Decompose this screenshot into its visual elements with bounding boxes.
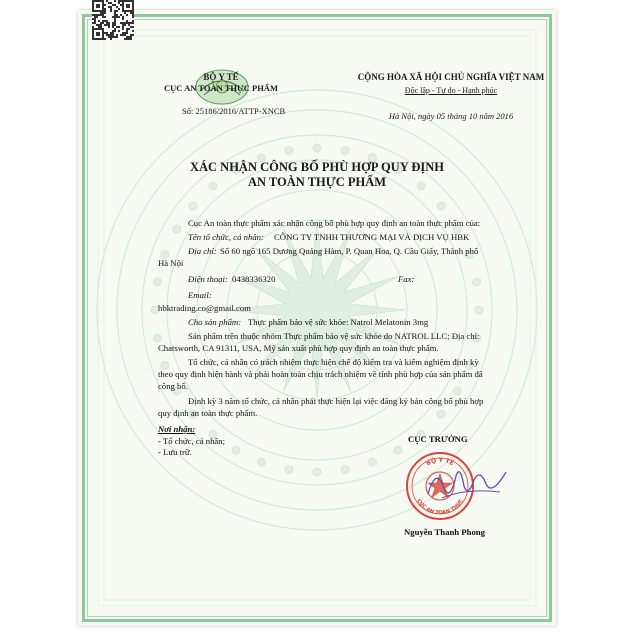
product-label: Cho sản phẩm: (188, 317, 242, 327)
address-value-line2: Hà Nội (158, 258, 184, 268)
intro-text: Cục An toàn thực phẩm xác nhận công bố phù hợp quy định an toàn thực phẩm của: (188, 218, 481, 228)
seal-top-text: BỘ Y TẾ (425, 456, 455, 468)
department-name: CỤC AN TOÀN THỰC PHẨM (164, 83, 278, 93)
paragraph2-line1: Tổ chức, cá nhân có trách nhiệm thực hiện chế độ kiểm tra và kiểm nghiệm định kỳ (188, 357, 479, 367)
product-value: Thực phẩm bảo vệ sức khỏe: Natrol Melatonin 3mg (248, 317, 429, 327)
signatory-position: CỤC TRƯỞNG (408, 434, 468, 444)
seal-bottom-text: CỤC AN TOÀN THỰC (415, 498, 465, 517)
phone-value: 0438336320 (232, 274, 276, 284)
ministry-name: BỘ Y TẾ (203, 72, 239, 82)
org-label: Tên tổ chức, cá nhân: (188, 232, 264, 242)
email-value: hbktrading.co@gmail.com (158, 303, 251, 313)
paragraph1-line1: Sản phẩm trên thuộc nhóm Thực phẩm bảo vệ sức khỏe do NATROL LLC; Địa chỉ: (188, 331, 480, 341)
paragraph3-line1: Định kỳ 3 năm tổ chức, cá nhân phải thực hiện lại việc đăng ký bản công bố phù hợp (188, 396, 484, 406)
document-title-line2: AN TOÀN THỰC PHẨM (247, 175, 387, 189)
document-page (78, 10, 556, 626)
recipient-item-2: - Lưu trữ. (158, 447, 192, 457)
paragraph2-line2: theo quy định hiện hành và phải hoàn toàn chịu trách nhiệm về tính phù hợp của sản phẩm đã (158, 369, 483, 379)
email-label: Email: (188, 290, 212, 300)
address-label: Địa chỉ: (188, 246, 217, 256)
paragraph1-line2: Chatsworth, CA 91311, USA, Mỹ sản xuất phù hợp quy định an toàn thực phẩm. (158, 343, 439, 353)
document-content (78, 10, 556, 626)
phone-label: Điện thoại: (188, 274, 228, 284)
qr-code (92, 0, 134, 40)
document-title-line1: XÁC NHẬN CÔNG BỐ PHÙ HỢP QUY ĐỊNH (189, 160, 445, 174)
paragraph2-line3: công bố. (158, 381, 188, 391)
paragraph3-line2: quy định an toàn thực phẩm. (158, 408, 258, 418)
nation-title: CỘNG HÒA XÃ HỘI CHỦ NGHĨA VIỆT NAM (357, 72, 545, 82)
handwritten-signature (422, 458, 512, 508)
org-value: CÔNG TY TNHH THƯƠNG MẠI VÀ DỊCH VỤ HBK (274, 232, 470, 242)
fax-label: Fax: (398, 274, 415, 284)
recipient-item-1: - Tổ chức, cá nhân; (158, 436, 226, 446)
national-motto: Độc lập - Tự do - Hạnh phúc (404, 86, 498, 95)
issue-date: Hà Nội, ngày 05 tháng 10 năm 2016 (388, 111, 514, 121)
signatory-name: Nguyễn Thanh Phong (404, 527, 485, 537)
recipients-label: Nơi nhận: (158, 424, 196, 434)
address-value-line1: Số 60 ngõ 165 Dương Quảng Hàm, P. Quan Hoa, Q. Cầu Giấy, Thành phố (220, 246, 479, 256)
document-number: Số: 25186/2016/ATTP-XNCB (182, 106, 286, 116)
